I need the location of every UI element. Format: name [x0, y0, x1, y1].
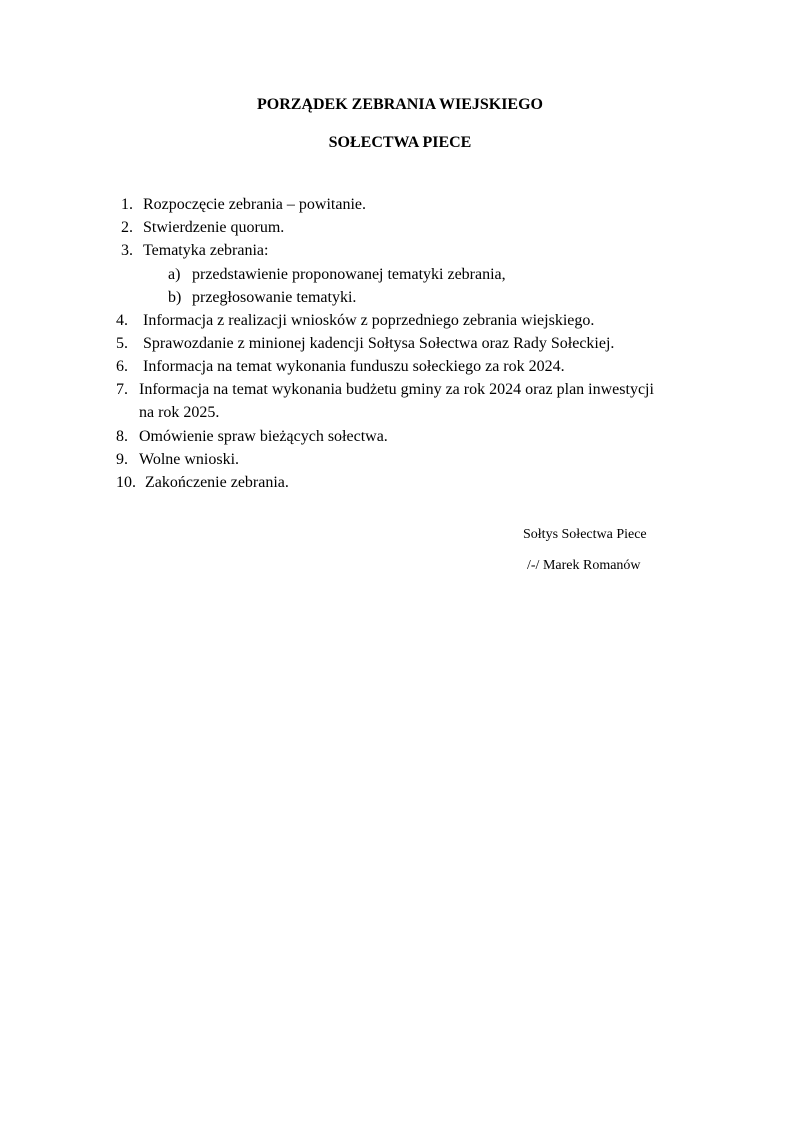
- agenda-item-number: 2.: [121, 219, 133, 236]
- agenda-subitem-letter: b): [168, 289, 182, 306]
- agenda-item-number: 10.: [116, 474, 136, 491]
- document-subtitle: SOŁECTWA PIECE: [328, 134, 472, 151]
- document-title: PORZĄDEK ZEBRANIA WIEJSKIEGO: [257, 96, 543, 113]
- agenda-item-number: 8.: [116, 428, 128, 445]
- agenda-item-text: na rok 2025.: [139, 404, 220, 421]
- agenda-item-text: Omówienie spraw bieżących sołectwa.: [139, 428, 388, 445]
- agenda-item-text: Informacja na temat wykonania budżetu gminy za rok 2024 oraz plan inwestycji: [139, 381, 654, 398]
- agenda-subitem-letter: a): [168, 266, 181, 283]
- agenda-item-text: Informacja na temat wykonania funduszu sołeckiego za rok 2024.: [143, 358, 565, 375]
- agenda-item-number: 7.: [116, 381, 128, 398]
- agenda-item-number: 3.: [121, 242, 133, 259]
- agenda-item-number: 6.: [116, 358, 128, 375]
- agenda-item-number: 5.: [116, 335, 128, 352]
- agenda-item-text: Stwierdzenie quorum.: [143, 219, 285, 236]
- agenda-subitem-text: przegłosowanie tematyki.: [192, 289, 357, 306]
- agenda-item-text: Rozpoczęcie zebrania – powitanie.: [143, 196, 366, 213]
- agenda-item-text: Tematyka zebrania:: [143, 242, 269, 259]
- agenda-item-text: Wolne wnioski.: [139, 451, 240, 468]
- agenda-subitem-text: przedstawienie proponowanej tematyki zebrania,: [192, 266, 506, 283]
- agenda-item-text: Sprawozdanie z minionej kadencji Sołtysa Sołectwa oraz Rady Sołeckiej.: [143, 335, 615, 352]
- agenda-item-number: 1.: [121, 196, 133, 213]
- signature-role: Sołtys Sołectwa Piece: [523, 527, 647, 542]
- agenda-item-text: Zakończenie zebrania.: [145, 474, 289, 491]
- agenda-item-number: 9.: [116, 451, 128, 468]
- signature-name: /-/ Marek Romanów: [527, 558, 641, 573]
- agenda-item-text: Informacja z realizacji wniosków z poprzedniego zebrania wiejskiego.: [143, 312, 595, 329]
- agenda-item-number: 4.: [116, 312, 128, 329]
